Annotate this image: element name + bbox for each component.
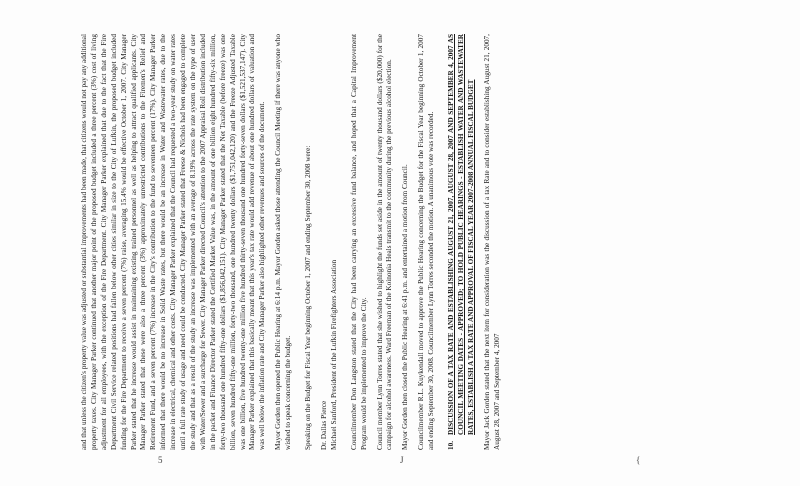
- agenda-item-10: [447, 34, 477, 450]
- agenda-item-number: 10.: [447, 440, 456, 450]
- hearing-close: Mayor Gorden then closed the Public Hearing at 6:41 p.m. and entertained a motion from Council.: [401, 164, 410, 450]
- page-mark-right: {: [636, 455, 641, 465]
- page-mark-left: 5: [158, 455, 163, 465]
- motion-paragraph: Councilmember R.L. Kuykendall moved to approve the Public Hearing concerning the Budget for the Fiscal Year beginning October 1, 2007 and ending September 30, 2008. Councilmember Lynn Torres seconded the motion. A unanimous vote was recorded.: [417, 34, 436, 450]
- minutes-body: [80, 34, 509, 450]
- final-paragraph: Mayor Jack Gorden stated that the next item for consideration was the discussion of a tax Rate and to consider establishing August 21, 2007, August 28, 2007 and September 4, 2007: [482, 34, 501, 450]
- public-hearing-open: Mayor Gorden then opened the Public Hearing at 6:14 p.m. Mayor Gorden asked those attending the Council Meeting if there was anyone who wished to speak concerning the budget.: [274, 34, 293, 450]
- budget-paragraph: and that unless the citizen's property value was adjusted or substantial improvements had been made, that citizens would not pay any additional property taxes. City Manager Parker continued that another major point of the proposed budget included a three percent (3%) cost of living adjustment for all employees, with the exception of the Fire Department. City Manager Parker explained that due to the fact that the Fire Department Civil Service related positions had fallen below other cities similar in size to the City of Lufkin, the proposed budget included funding for the Fire Department to receive a seven percent (7%) raise, averaging 15.4% would be effective October 1, 2007. City Manager Parker stated that he increase would assist in maintaining existing trained personnel as well as helping to attract qualified applicants. City Manager Parker stated that these were also a three percent (3%) approximately unrestricted contributions to the Firemen's Relief and Retirement Fund, and a seven percent (7%) increase in the City's contribution to the fund to seventeen percent (17%). City Manager Parker informed that there would be no increase in Solid Waste rates, but there would be an increase in Water and Wastewater rates, due to the increase in electrical, chemical and other costs. City Manager Parker explained that the Council had requested a two-year study on water rates until a full rate study of usage and need could be conducted. City Manager Parker stated that Freese & Nichols had been engaged to complete the study and that as a result of the study an increase was implemented with an average of 8.19% across the rate system on the type of user with Water/Sewer and a surcharge for Sewer. City Manager Parker directed Council's attention to the 2007 Appraisal Roll distribution included in the packet and Finance Director Parker stated the Certified Market Value was, in the amount of one billion eight hundred fifty-six million, forty-two thousand one hundred fifty-one dollars ($1,856,042,151). City Manager Parker stated that the Net Taxable (before freeze) was one billion, seven hundred fifty-one million, forty-two thousand, one hundred twenty dollars ($1,751,042,120) and the Freeze Adjusted Taxable was one billion, five hundred twenty-one million five hundred thirty-seven thousand one hundred forty-seven dollars ($1,521,537,147). City Manager Parker explained that this basically meant that this year's tax rate would add revenue of about one hundred dollars of valuation and was well below the inflation rate and City Manager Parker also highlighted other revenues and sources of the document.: [80, 34, 267, 450]
- speakers-intro: Speaking on the Budget for Fiscal Year beginning October 1, 2007 and ending September 30, 2008 were:: [304, 145, 313, 450]
- torres-paragraph: Council member Lynn Torres stated that she wished to highlight the funds set aside in the amount of twenty thousand dollars ($20,000) for the campaign for alcohol awareness. Ward Freeman of the Koinonia Heals transmit to the community during the previous alcohol election.: [375, 34, 394, 450]
- page-mark-center: J: [400, 455, 404, 465]
- agenda-item-heading: DISCUSSION OF A TAX RATE AND ESTABLISHING AUGUST 21, 2007, AUGUST 28, 2007 AND SEPTEMBER 4, 2007 AS COUNCIL MEETING DATES - APPROVED; TO HOLD PUBLIC HEARINGS - ESTABLISH WATER AND WASTEWATER RATES, ESTABLISH A TAX RATE AND APPROVAL OF FISCAL YEAR 2007-2008 ANNUAL FISCAL BUDGET: [447, 34, 475, 435]
- speakers-list: Dr. Dallas Pierce Michael Sanford, President of the Lufkin Firefighters Association: [319, 259, 338, 450]
- langston-paragraph: Councilmember Don Langston stated that the City had been carrying an excessive fund balance, and hoped that a Capital Improvement Program would be implemented to improve the City.: [349, 34, 368, 450]
